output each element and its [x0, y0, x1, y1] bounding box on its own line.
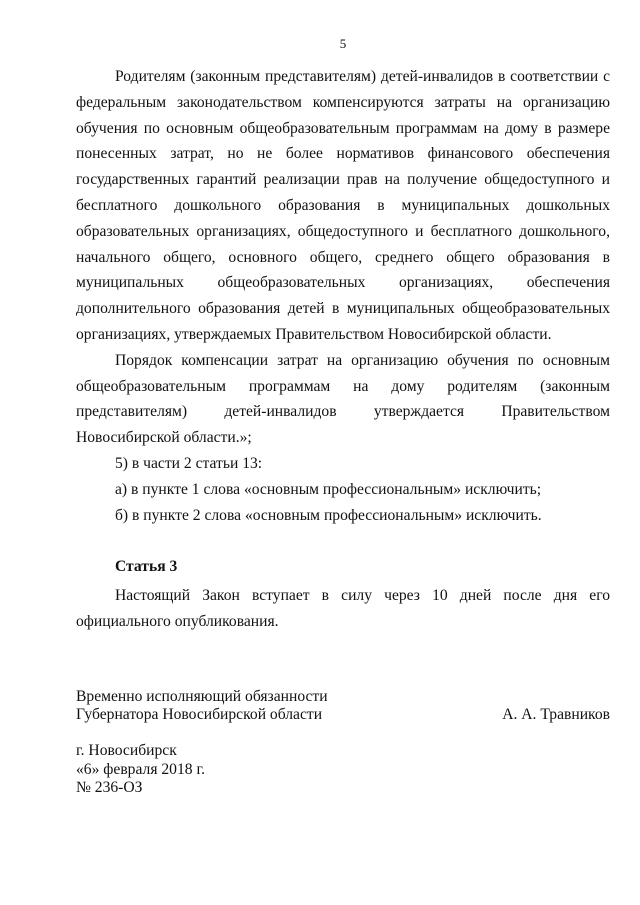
- article-text: Настоящий Закон вступает в силу через 10 дней после дня его официального опубликования.: [76, 587, 610, 630]
- paragraph-procedure: Порядок компенсации затрат на организацию обучения по основным общеобразовательным программам на дому родителям (законным представителям) детей-инвалидов утверждается Правительством Новосибирской области.»;: [76, 351, 610, 447]
- signatory-title-line2: Губернатора Новосибирской области: [76, 706, 323, 723]
- document-body: [76, 64, 610, 528]
- signatory-title-line1: Временно исполняющий обязанности: [76, 688, 328, 705]
- article-heading: Статья 3: [115, 558, 178, 575]
- document-city: г. Новосибирск: [76, 742, 177, 759]
- page-number: 5: [339, 36, 347, 51]
- signature-block: [76, 688, 610, 724]
- signatory-name: А. А. Травников: [502, 706, 610, 723]
- paragraph-compensation: Родителям (законным представителям) детей-инвалидов в соответствии с федеральным законодательством компенсируются затраты на организацию обучения по основным общеобразовательным программам на дому в размере понесенных затрат, но не более нормативов финансового обеспечения государственных гарантий реализации прав на получение общедоступного и бесплатного дошкольного образования в муниципальных дошкольных образовательных организациях, общедоступного и бесплатного дошкольного, начального общего, основного общего, среднего общего образования в муниципальных общеобразовательных организациях, обеспечения дополнительного образования детей в муниципальных общеобразовательных организациях, утверждаемых Правительством Новосибирской области.: [76, 68, 610, 343]
- amendment-item: а) в пункте 1 слова «основным профессиональным» исключить;: [115, 480, 542, 498]
- amendment-item: 5) в части 2 статьи 13:: [115, 454, 263, 472]
- amendment-item: б) в пункте 2 слова «основным профессиональным» исключить.: [115, 506, 542, 524]
- document-date: «6» февраля 2018 г.: [76, 760, 206, 778]
- document-meta: [76, 742, 205, 798]
- document-number: № 236-ОЗ: [76, 779, 143, 796]
